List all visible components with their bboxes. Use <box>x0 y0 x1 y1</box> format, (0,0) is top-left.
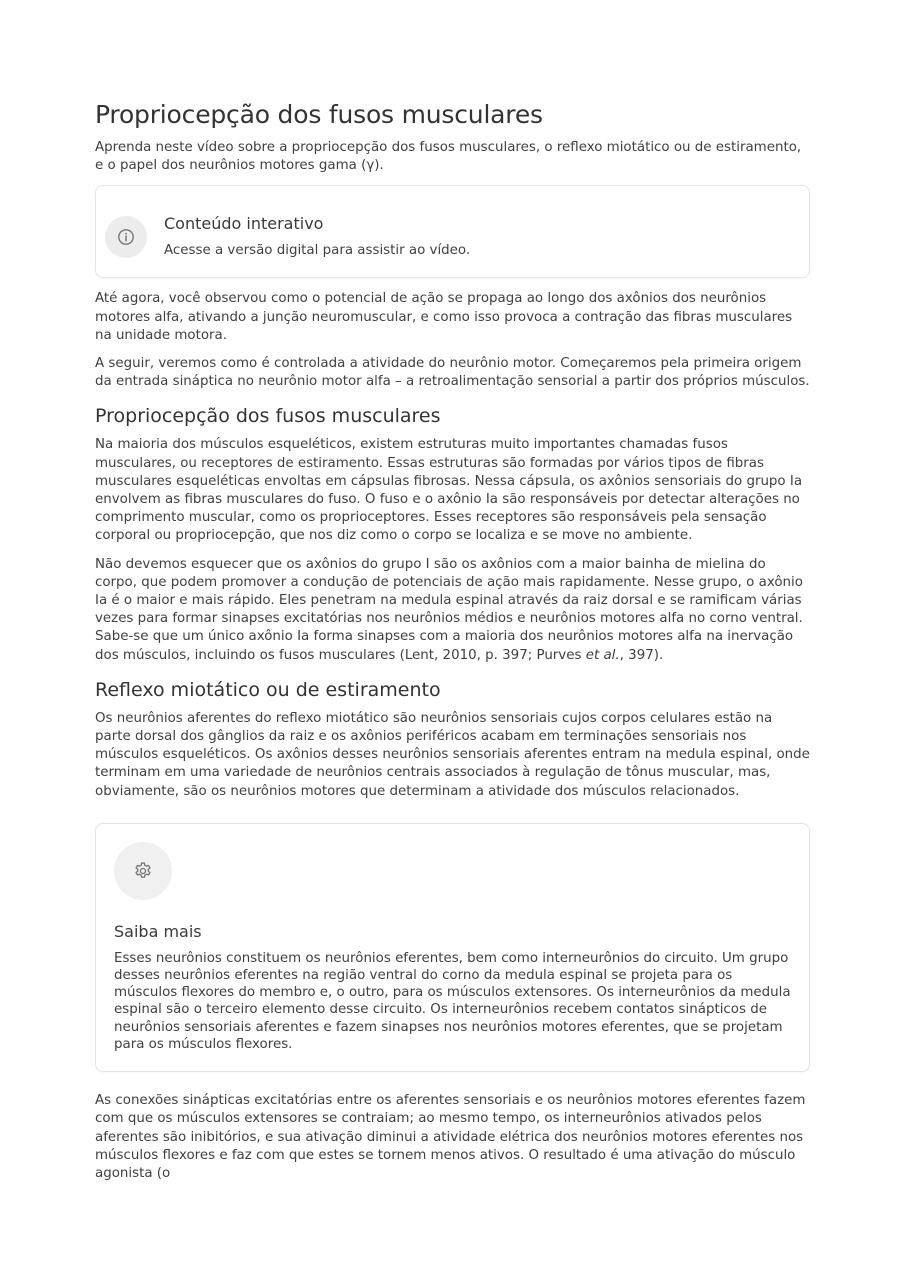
document-page <box>95 100 810 1193</box>
gear-icon <box>114 842 172 900</box>
interactive-content-card[interactable] <box>95 185 810 278</box>
interactive-card-title: Conteúdo interativo <box>164 214 324 234</box>
section1-paragraph-1: Na maioria dos músculos esqueléticos, existem estruturas muito importantes chamadas fusos musculares, ou receptores de estiramento. Essas estruturas são formadas por vários tipos de fibras musculares esqueléticas envoltas em cápsulas fibrosas. Nessa cápsula, os axônios sensoriais do grupo Ia envolvem as fibras musculares do fuso. O fuso e o axônio Ia são responsáveis por detectar alterações no comprimento muscular, como os proprioceptores. Esses receptores são responsáveis pela sensação corporal ou propriocepção, que nos diz como o corpo se localiza e se move no ambiente. <box>95 437 803 544</box>
interactive-card-text: Acesse a versão digital para assistir ao vídeo. <box>164 243 471 259</box>
learn-more-title: Saiba mais <box>114 921 202 941</box>
learn-more-text: Esses neurônios constituem os neurônios eferentes, bem como interneurônios do circuito. Um grupo desses neurônios eferentes na região ventral do corno da medula espinal se projeta para os músculos flexores do membro e, o outro, para os músculos extensores. Os interneurônios da medula espinal são o terceiro elemento desse circuito. Os interneurônios recebem contatos sinápticos de neurônios sensoriais aferentes e fazem sinapses nos neurônios motores eferentes, que se projetam para os músculos flexores. <box>114 950 791 1052</box>
section1-paragraph-2: Não devemos esquecer que os axônios do grupo I são os axônios com a maior bainha de mielina do corpo, que podem promover a condução de potenciais de ação mais rapidamente. Nesse grupo, o axônio Ia é o maior e mais rápido. Eles penetram na medula espinal através da raiz dorsal e se ramificam várias vezes para formar sinapses excitatórias nos neurônios médios e neurônios motores alfa no corno ventral. Sabe-se que um único axônio Ia forma sinapses com a maioria dos neurônios motores alfa na inervação dos músculos, incluindo os fusos musculares (Lent, 2010, p. 397; Purves et al., 397). <box>95 556 803 663</box>
info-icon <box>105 216 147 258</box>
section-heading-reflex: Reflexo miotático ou de estiramento <box>95 678 441 701</box>
section2-paragraph-1: Os neurônios aferentes do reflexo miotático são neurônios sensoriais cujos corpos celulares estão na parte dorsal dos gânglios da raiz e os axônios periféricos acabam em terminações sensoriais nos músculos esqueléticos. Os axônios desses neurônios sensoriais aferentes entram na medula espinal, onde terminam em uma variedade de neurônios centrais associados à regulação de tônus muscular, mas, obviamente, são os neurônios motores que determinam a atividade dos músculos relacionados. <box>95 710 810 799</box>
intro-paragraph-2: A seguir, veremos como é controlada a atividade do neurônio motor. Começaremos pela primeira origem da entrada sináptica no neurônio motor alfa – a retroalimentação sensorial a partir dos próprios músculos. <box>95 356 810 390</box>
section-heading-proprioception: Propriocepção dos fusos musculares <box>95 405 441 428</box>
page-title: Propriocepção dos fusos musculares <box>95 100 543 129</box>
page-subtitle: Aprenda neste vídeo sobre a propriocepção dos fusos musculares, o reflexo miotático ou de estiramento, e o papel dos neurônios motores gama (γ). <box>95 140 802 174</box>
learn-more-card <box>95 823 810 1072</box>
intro-paragraph-1: Até agora, você observou como o potencial de ação se propaga ao longo dos axônios dos neurônios motores alfa, ativando a junção neuromuscular, e como isso provoca a contração das fibras musculares na unidade motora. <box>95 291 793 343</box>
closing-paragraph: As conexões sinápticas excitatórias entre os aferentes sensoriais e os neurônios motores eferentes fazem com que os músculos extensores se contraiam; ao mesmo tempo, os interneurônios ativados pelos aferentes são inibitórios, e sua ativação diminui a atividade elétrica dos neurônios motores eferentes nos músculos flexores e faz com que estes se tornem menos ativos. O resultado é uma ativação do músculo agonista (o <box>95 1093 806 1181</box>
